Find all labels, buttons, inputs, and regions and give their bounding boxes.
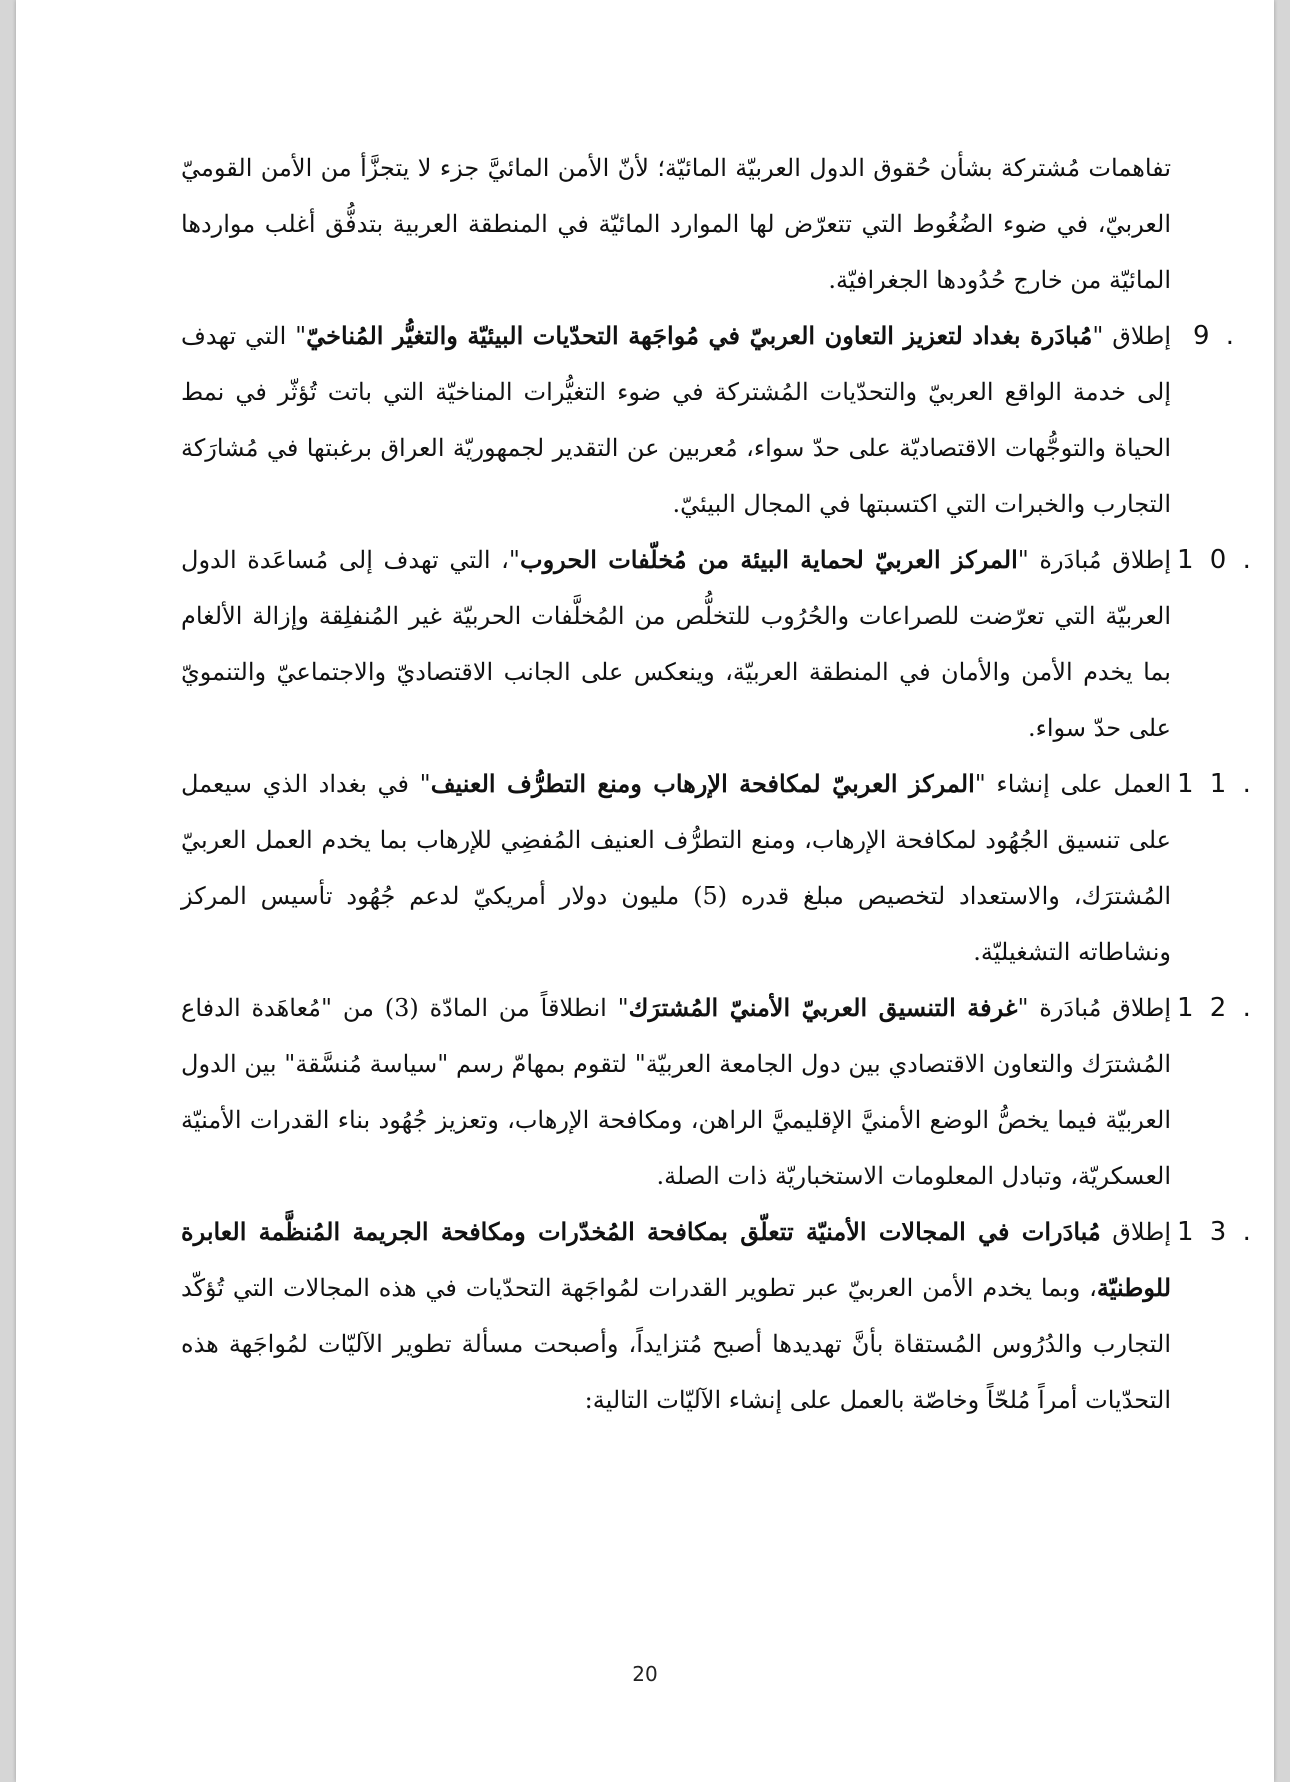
list-item-10 xyxy=(181,532,1255,756)
item-text: " انطلاقاً من المادّة (3) من "مُعاهَدة الدفاع المُشترَك والتعاون الاقتصادي بين دول الجامعة العربيّة" لتقوم بمهامّ رسم "سياسة مُنسَّقة" بين الدول العربيّة فيما يخصُّ الوضع الأمنيَّ الإقليميَّ الراهن، ومكافحة الإرهاب، وتعزيز جُهُود بناء القدرات الأمنيّة العسكريّة، وتبادل المعلومات الاستخباريّة ذات الصلة. xyxy=(181,994,1172,1190)
item-text: " في بغداد الذي سيعمل على تنسيق الجُهُود لمكافحة الإرهاب، ومنع التطرُّف العنيف المُفضِي للإرهاب بما يخدم العمل العربيّ المُشترَك، والاستعداد لتخصيص مبلغ قدره (5) مليون دولار أمريكيّ لدعم جُهُود تأسيس المركز ونشاطاته التشغيليّة. xyxy=(181,770,1172,966)
item-prefix: إطلاق مُبادَرة " xyxy=(1017,994,1172,1022)
list-item-12 xyxy=(181,980,1255,1204)
item-prefix: إطلاق " xyxy=(1092,322,1171,350)
item-bold-title: المركز العربيّ لحماية البيئة من مُخلّفات الحروب xyxy=(519,545,1018,574)
list-item-11 xyxy=(181,756,1255,980)
item-number: 9 . xyxy=(1193,321,1239,351)
item-prefix: إطلاق xyxy=(1100,1218,1171,1246)
page-number: 20 xyxy=(632,1662,658,1686)
item-bold-title: غرفة التنسيق العربيّ الأمنيّ المُشترَك xyxy=(628,993,1018,1022)
item-text: "، التي تهدف إلى مُساعَدة الدول العربيّة التي تعرّضت للصراعات والحُرُوب للتخلُّص من المُخلَّفات الحربيّة غير المُنفلِقة وإزالة الألغام بما يخدم الأمن والأمان في المنطقة العربيّة، وينعكس على الجانب الاقتصاديّ والاجتماعيّ والتنمويّ على حدّ سواء. xyxy=(181,546,1171,742)
item-number: 1 2 . xyxy=(1177,993,1255,1023)
item-prefix: إطلاق مُبادَرة " xyxy=(1017,546,1171,574)
intro-paragraph: تفاهمات مُشتركة بشأن حُقوق الدول العربيّة المائيّة؛ لأنّ الأمن المائيَّ جزء لا يتجزَّأ من الأمن القوميّ العربيّ، في ضوء الضُغُوط التي تتعرّض لها الموارد المائيّة في المنطقة العربية بتدفُّق أغلب مواردها المائيّة من خارج حُدُودها الجغرافيّة. xyxy=(181,154,1171,294)
item-bold-title: مُبادَرات في المجالات الأمنيّة تتعلّق بمكافحة المُخدّرات ومكافحة الجريمة المُنظَّمة العابرة للوطنيّة xyxy=(181,1217,1171,1302)
item-bold-title: مُبادَرة بغداد لتعزيز التعاون العربيّ في مُواجَهة التحدّيات البيئيّة والتغيُّر المُناخيّ xyxy=(306,321,1093,350)
document-page xyxy=(16,0,1274,1782)
document-body xyxy=(181,140,1255,1428)
item-text: " التي تهدف إلى خدمة الواقع العربيّ والتحدّيات المُشتركة في ضوء التغيُّرات المناخيّة التي باتت تُؤثّر في نمط الحياة والتوجُّهات الاقتصاديّة على حدّ سواء، مُعربين عن التقدير لجمهوريّة العراق برغبتها في مُشارَكة التجارب والخبرات التي اكتسبتها في المجال البيئيّ. xyxy=(181,322,1171,518)
item-number: 1 0 . xyxy=(1177,545,1255,575)
item-number: 1 1 . xyxy=(1177,769,1255,799)
list-item-9 xyxy=(181,308,1239,532)
item-prefix: العمل على إنشاء " xyxy=(974,770,1171,798)
list-item-13 xyxy=(181,1204,1255,1428)
item-number: 1 3 . xyxy=(1177,1217,1255,1247)
item-bold-title: المركز العربيّ لمكافحة الإرهاب ومنع التطرُّف العنيف xyxy=(430,769,975,798)
item-text: ، وبما يخدم الأمن العربيّ عبر تطوير القدرات لمُواجَهة التحدّيات في هذه المجالات التي تُؤكّد التجارب والدُرُوس المُستقاة بأنَّ تهديدها أصبح مُتزايداً، وأصبحت مسألة تطوير الآليّات لمُواجَهة هذه التحدّيات أمراً مُلحّاً وخاصّة بالعمل على إنشاء الآليّات التالية: xyxy=(181,1274,1171,1414)
